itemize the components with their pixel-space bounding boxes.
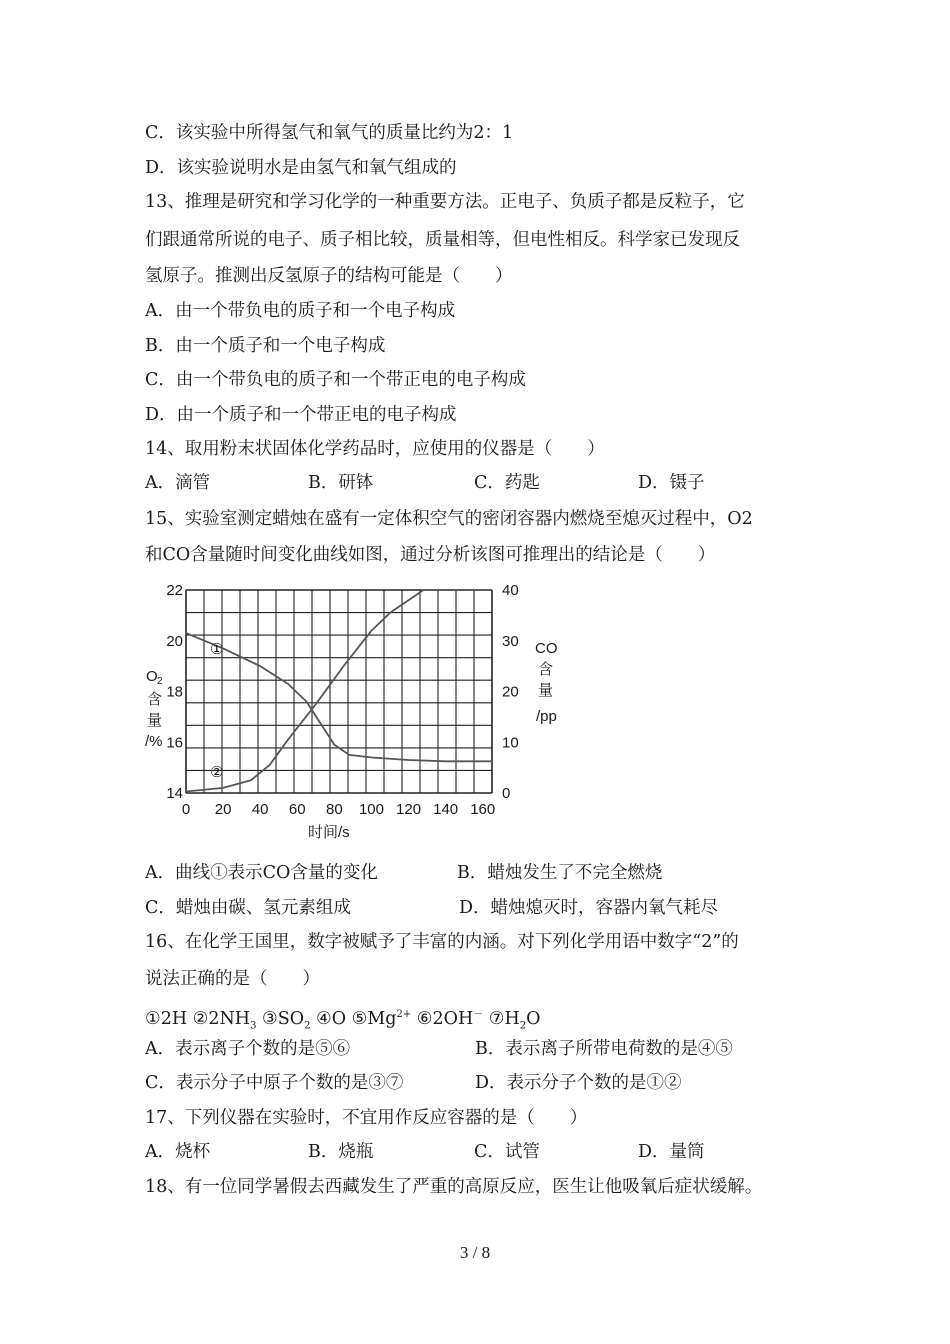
o2-axis-label-sub: 2 <box>157 676 163 687</box>
o2-axis-label-unit: /% <box>145 733 163 750</box>
q15-option-a: A．曲线①表示CO含量的变化 <box>145 863 378 883</box>
curve-1-line <box>186 633 492 761</box>
x-tick-label: 60 <box>288 801 306 818</box>
q13-stem-line-1: 13、推理是研究和学习化学的一种重要方法。正电子、负质子都是反粒子，它 <box>145 192 745 212</box>
q15-stem-line-2: 和CO含量随时间变化曲线如图，通过分析该图可推理出的结论是（ ） <box>145 545 716 565</box>
co-tick-label: 10 <box>502 734 519 752</box>
q16-option-b: B．表示离子所带电荷数的是④⑤ <box>475 1039 733 1059</box>
o2-tick-label: 14 <box>166 785 183 802</box>
q17-stem: 17、下列仪器在实验时，不宜用作反应容器的是（ ） <box>145 1108 588 1128</box>
q13-stem-line-2: 们跟通常所说的电子、质子相比较，质量相等，但电性相反。科学家已发现反 <box>145 230 740 250</box>
q16-item-6: ⑥2OH－ <box>416 1008 484 1029</box>
co-tick-label: 0 <box>502 785 511 802</box>
q15-option-b: B．蜡烛发生了不完全燃烧 <box>457 863 663 883</box>
page-number: 3 / 8 <box>459 1243 491 1262</box>
q14-stem: 14、取用粉末状固体化学药品时，应使用的仪器是（ ） <box>145 439 605 459</box>
q16-stem-line-2: 说法正确的是（ ） <box>145 969 320 989</box>
o2-axis-label-han: 含 <box>147 691 163 708</box>
x-axis-label: 时间/s <box>308 824 350 841</box>
co-axis-label-co: CO <box>535 640 558 657</box>
q16-item-2: $②2NH_3$ <box>192 1008 257 1032</box>
co-tick-label: 40 <box>502 582 519 599</box>
curve-1-marker: ① <box>210 641 224 658</box>
q16-option-d: D．表示分子个数的是①② <box>475 1073 682 1093</box>
x-tick-label: 100 <box>358 801 384 818</box>
q15-option-c: C．蜡烛由碳、氢元素组成 <box>145 898 351 918</box>
x-tick-label: 160 <box>470 801 496 818</box>
o2-axis-label-o: O <box>146 668 158 685</box>
q16-item-3: $③SO_2$ <box>262 1008 311 1032</box>
o2-tick-label: 18 <box>166 683 183 701</box>
co-axis-label-unit: /pp <box>536 708 557 725</box>
q15-stem-line-1: 15、实验室测定蜡烛在盛有一定体积空气的密闭容器内燃烧至熄灭过程中，O2 <box>145 509 753 529</box>
q18-stem: 18、有一位同学暑假去西藏发生了严重的高原反应，医生让他吸氧后症状缓解。 <box>145 1177 763 1197</box>
q13-option-d: D．由一个质子和一个带正电的电子构成 <box>145 405 457 425</box>
q13-option-c: C．由一个带负电的质子和一个带正电的电子构成 <box>145 370 526 390</box>
q14-option-a: A．滴管 <box>145 473 211 493</box>
q16-item-1: ①2H <box>145 1008 188 1029</box>
q17-option-a: A．烧杯 <box>145 1142 211 1162</box>
co-tick-label: 30 <box>502 632 519 650</box>
chart-curves <box>186 590 492 792</box>
q16-stem-line-1: 16、在化学王国里，数字被赋予了丰富的内涵。对下列化学用语中数字“2”的 <box>145 932 739 952</box>
o2-tick-label: 22 <box>166 582 183 599</box>
q16-formula-list <box>145 1003 540 1038</box>
x-tick-label: 80 <box>326 801 343 818</box>
q15-option-d: D．蜡烛熄灭时，容器内氧气耗尽 <box>459 898 719 918</box>
q13-option-b: B．由一个质子和一个电子构成 <box>145 336 386 356</box>
q12-option-d: D．该实验说明水是由氢气和氧气组成的 <box>145 158 457 178</box>
o2-axis-label-liang: 量 <box>147 712 163 729</box>
chart-ticks <box>166 582 518 818</box>
q17-option-c: C．试管 <box>474 1142 540 1162</box>
x-tick-label: 140 <box>433 801 459 818</box>
q12-option-c: C．该实验中所得氢气和氧气的质量比约为2：1 <box>145 123 514 143</box>
q16-option-a: A．表示离子个数的是⑤⑥ <box>145 1039 351 1059</box>
q13-stem-line-3: 氢原子。推测出反氢原子的结构可能是（ ） <box>145 266 513 286</box>
co-axis-label-han: 含 <box>538 661 554 678</box>
co-tick-label: 20 <box>502 683 519 701</box>
x-tick-label: 20 <box>214 801 232 818</box>
o2-co-chart <box>140 580 570 845</box>
o2-tick-label: 20 <box>166 632 183 650</box>
q16-item-7: $⑦H_2O$ <box>488 1008 541 1032</box>
q14-option-c: C．药匙 <box>474 473 540 493</box>
q17-option-b: B．烧瓶 <box>308 1142 374 1162</box>
q16-item-4: ④O <box>316 1008 347 1029</box>
o2-tick-label: 16 <box>166 734 183 752</box>
x-tick-label: 120 <box>396 801 422 818</box>
co-axis-label-liang: 量 <box>538 682 554 699</box>
q16-option-c: C．表示分子中原子个数的是③⑦ <box>145 1073 404 1093</box>
q14-option-b: B．研钵 <box>308 473 374 493</box>
chart-grid <box>186 590 492 793</box>
q17-option-d: D．量筒 <box>638 1142 705 1162</box>
x-tick-label: 40 <box>251 801 269 818</box>
curve-2-marker: ② <box>210 764 224 781</box>
q13-option-a: A．由一个带负电的质子和一个电子构成 <box>145 301 456 321</box>
x-tick-label: 0 <box>181 801 191 818</box>
q14-option-d: D．镊子 <box>638 473 705 493</box>
q16-item-5: $⑤Mg^{2+}$ <box>351 1008 412 1029</box>
